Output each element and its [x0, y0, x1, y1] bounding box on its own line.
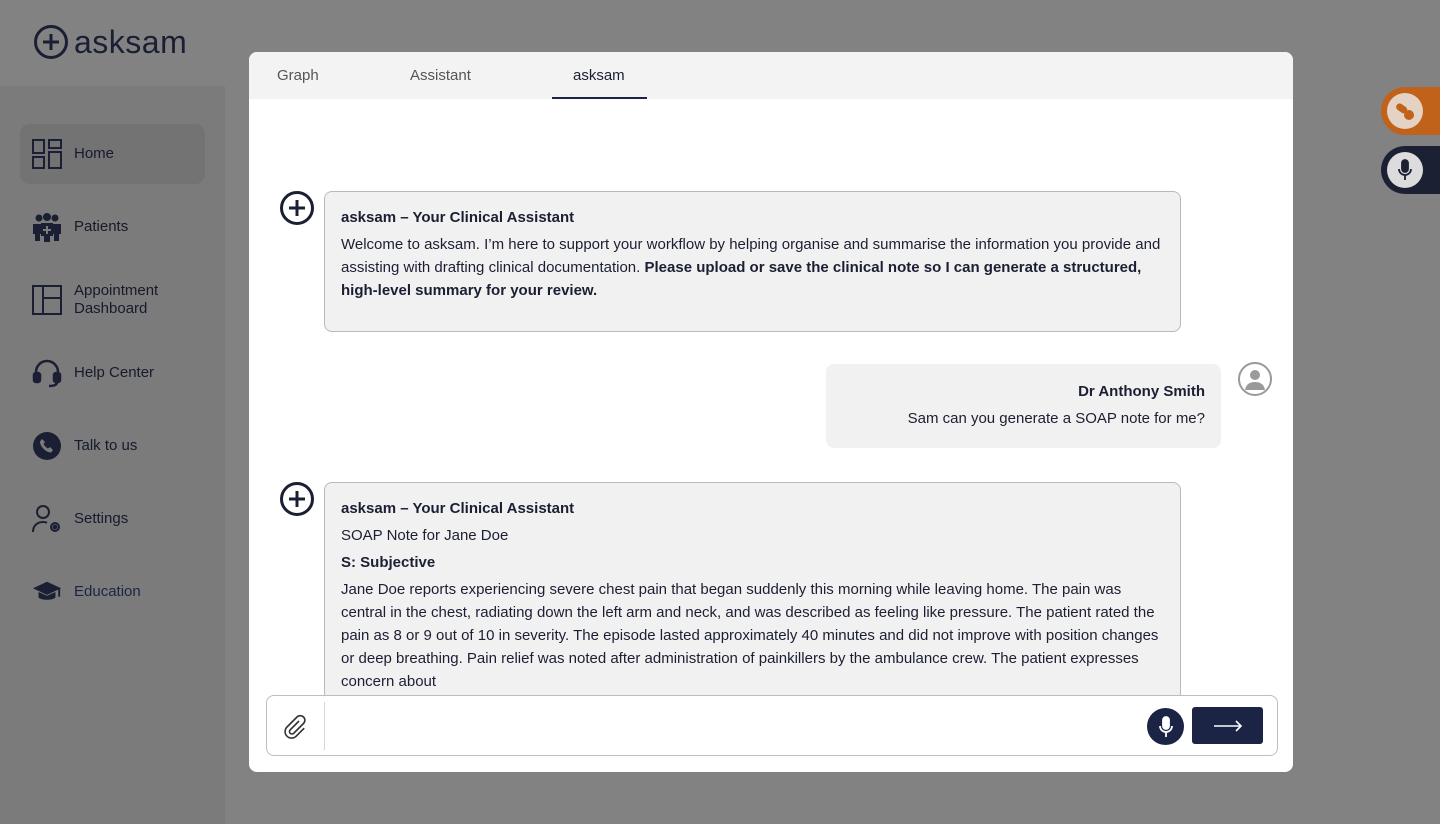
soap-section-subjective: S: Subjective [341, 554, 436, 571]
user-settings-icon [32, 504, 62, 534]
graduation-cap-icon [32, 577, 62, 607]
sidebar-item-appointment-dashboard[interactable] [20, 270, 205, 330]
sidebar-item-settings[interactable] [20, 489, 205, 549]
sidebar-item-label: Appointment Dashboard [74, 282, 159, 317]
logo-plus-icon [34, 25, 68, 59]
microphone-icon [1387, 152, 1423, 188]
chat-panel [249, 52, 1293, 772]
logo-text: asksam [74, 23, 188, 60]
asksam-avatar-icon [280, 191, 314, 225]
sidebar-item-label: Home [74, 145, 115, 162]
microphone-button[interactable] [1147, 708, 1184, 745]
patients-icon [32, 212, 62, 242]
chat-messages[interactable] [249, 99, 1293, 695]
pills-icon [1387, 93, 1423, 129]
sidebar-item-talk-to-us[interactable] [20, 416, 205, 476]
user-message [826, 364, 1221, 448]
phone-icon [32, 431, 62, 461]
tab-graph[interactable]: Graph [277, 67, 319, 84]
tab-asksam[interactable]: asksam [573, 67, 625, 84]
soap-heading: SOAP Note for Jane Doe [341, 527, 509, 544]
app-logo[interactable] [34, 22, 187, 62]
paperclip-icon[interactable] [281, 714, 309, 740]
tab-bar [249, 52, 1293, 99]
sidebar-item-home[interactable] [20, 124, 205, 184]
message-text: Welcome to asksam. I’m here to support your workflow by helping organise and summarise the information you provide and assisting with drafting clinical documentation. [341, 236, 1161, 276]
headset-icon [32, 358, 62, 388]
sidebar-item-label: Talk to us [74, 437, 138, 454]
asksam-avatar-icon [280, 482, 314, 516]
message-composer [266, 695, 1278, 756]
layout-icon [32, 285, 62, 315]
assistant-message [324, 191, 1181, 332]
sidebar-item-help-center[interactable] [20, 343, 205, 403]
user-message-text: Sam can you generate a SOAP note for me? [907, 410, 1205, 427]
message-input[interactable] [333, 708, 1133, 744]
sidebar-item-education[interactable] [20, 562, 205, 622]
sidebar-item-label: Education [74, 583, 141, 600]
message-title: asksam – Your Clinical Assistant [341, 500, 575, 517]
user-name: Dr Anthony Smith [1078, 383, 1205, 400]
microphone-icon [1158, 716, 1174, 738]
send-button[interactable] [1192, 707, 1263, 744]
message-bold-text: Please upload or save the clinical note so I can generate a structured, high-level summary for your review. [341, 259, 1142, 299]
message-title: asksam – Your Clinical Assistant [341, 209, 575, 226]
arrow-right-icon [1213, 720, 1243, 732]
soap-subjective-text: Jane Doe reports experiencing severe chest pain that began suddenly this morning while leaving home. The pain was central in the chest, radiating down the left arm and neck, and was described as feeling like pressure. The patient rated the pain as 8 or 9 out of 10 in severity. The episode lasted approximately 40 minutes and did not improve with position changes or deep breathing. Pain relief was noted after administration of painkillers by the ambulance crew. The patient expresses concern about [341, 581, 1159, 690]
composer-divider [324, 702, 325, 750]
assistant-message-soap [324, 482, 1181, 695]
sidebar [0, 86, 225, 824]
sidebar-item-patients[interactable] [20, 197, 205, 257]
user-avatar-icon [1238, 362, 1272, 396]
voice-assistant-button[interactable] [1381, 146, 1440, 194]
dashboard-grid-icon [32, 139, 62, 169]
sidebar-item-label: Patients [74, 218, 129, 235]
medications-button[interactable] [1381, 87, 1440, 135]
sidebar-item-label: Help Center [74, 364, 155, 381]
tab-assistant[interactable]: Assistant [410, 67, 471, 84]
sidebar-item-label: Settings [74, 510, 129, 527]
